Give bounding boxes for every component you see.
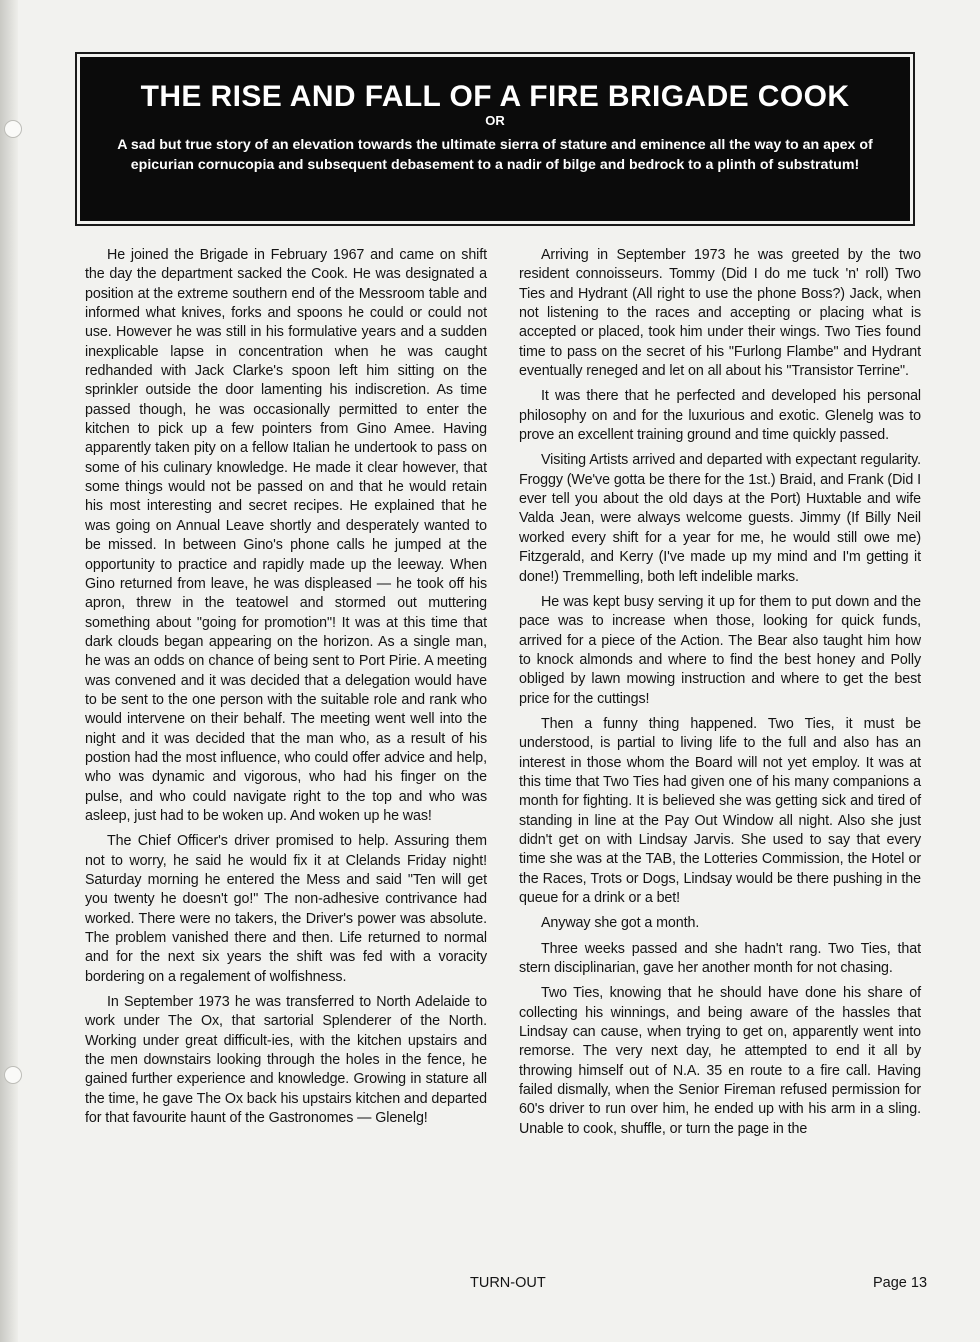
paragraph: In September 1973 he was transferred to North Adelaide to work under The Ox, that sartorial Splenderer of the North. Working under great difficult-ies, with the kitchen upstairs and the men downstairs looking through the holes in the fence, he gained further experience and knowledge. Growing in stature all the time, he gave The Ox back his upstairs kitchen and departed for that favourite haunt of the Gastronomes — Glenelg!: [85, 994, 487, 1127]
magazine-name: TURN-OUT: [470, 1275, 546, 1291]
paragraph: Anyway she got a month.: [541, 915, 700, 932]
article-subtitle: A sad but true story of an elevation towards the ultimate sierra of stature and eminence all the way to an apex of epicurian cornucopia and subsequent debasement to a nadir of bilge and bedrock to a plinth of substratum!: [117, 137, 873, 173]
punch-hole: [4, 120, 22, 138]
scan-binding-edge: [0, 0, 18, 1342]
paragraph: Visiting Artists arrived and departed with expectant regularity. Froggy (We've gotta be there for the 1st.) Braid, and Frank (Did I ever tell you about the old days at the Port) Huxtable and wife Valda Jean, were always welcome guests. Jimmy (If Billy Neil worked every shift for a year for me, he would still owe me) Fitzgerald, and Kerry (I've made up my mind and I'm getting it done!) Tremmelling, both left indelible marks.: [519, 452, 921, 585]
paragraph: The Chief Officer's driver promised to help. Assuring them not to worry, he said he would fix it at Clelands Friday night! Saturday morning he entered the Mess and said "Ten will get you twenty he doesn't go!" The non-adhesive contrivance had worked. There were no takers, the Driver's power was absolute. The problem vanished there and then. Life returned to normal and for the next six years the shift was fed with a voracity bordering on a regalement of wolfishness.: [85, 833, 487, 985]
paragraph: He was kept busy serving it up for them to put down and the pace was to increase when those, looking for quick funds, arrived for a piece of the Action. The Bear also taught him how to knock almonds and where to find the best honey and Polly obliged by lawn mowing instruction and where to get the best price for the cuttings!: [519, 593, 921, 707]
paragraph: It was there that he perfected and developed his personal philosophy on and for the luxurious and exotic. Glenelg was to prove an excellent training ground and time quickly passed.: [519, 388, 921, 444]
right-column: [519, 246, 921, 1145]
page-number: Page 13: [873, 1275, 928, 1291]
left-column: [85, 246, 487, 1134]
paragraph: Arriving in September 1973 he was greeted by the two resident connoisseurs. Tommy (Did I do me tuck 'n' roll) Two Ties and Hydrant (All right to use the phone Boss?) Jack, when not listening to the races and accepting or placing what is accepted or placed, took him under their wings. Two Ties found time to pass on the secret of his "Furlong Flambe" and Hydrant eventually reneged and let on all about his "Transistor Terrine".: [519, 247, 921, 380]
title-banner: [80, 57, 910, 221]
article-title: THE RISE AND FALL OF A FIRE BRIGADE COOK: [140, 80, 850, 113]
paragraph: He joined the Brigade in February 1967 and came on shift the day the department sacked the Cook. He was designated a position at the extreme southern end of the Messroom table and informed what knives, forks and spoons he could or could not use. However he was still in his formulative years and a sudden inexplicable lapse in concentration when he was caught redhanded with Jack Clarke's spoon left him sitting on the sprinkler outside the door lamenting his indiscretion. As time passed though, he was occasionally permitted to enter the kitchen to pick up a few pointers from Gino Amee. Having apparently taken pity on a fellow Italian he undertook to pass on some of his culinary knowledge. He made it clear however, that some things would not be passed on and that he would retain his most interesting and secret recipes. He explained that he was going on Annual Leave shortly and desperately wanted to be missed. In between Gino's phone calls he jumped at the opportunity to practice and rapidly made up the leeway. When Gino returned from leave, he was displeased — he took off his apron, threw in the teatowel and stormed out muttering something about "going for promotion"! It was at this time that dark clouds began appearing on the horizon. As a single man, he was an odds on chance of being sent to Port Pirie. A meeting was convened and it was decided that a delegation would have to be sent to the one person with the suitable role and rank who would intervene on their behalf. The meeting went well into the night and it was decided that the man who, as a result of his postion had the most influence, who could offer advice and help, who was dynamic and vigorous, who had his finger on the pulse, and who could navigate right to the top and who was asleep, just had to be woken up. And woken up he was!: [85, 247, 487, 824]
title-or: OR: [485, 113, 505, 128]
paragraph: Then a funny thing happened. Two Ties, it must be understood, is partial to living life to the full and also has an interest in those whom the Board will not yet employ. It was at this time that Two Ties had given one of his many companions a month for fighting. It is believed she was getting sick and tired of standing in line at the Pay Out Window all night. Also she just didn't get on with Lindsay Jarvis. She used to say that every time she was at the TAB, the Lotteries Commission, the Hotel or the Races, Trots or Dogs, Lindsay would be there pushing in the queue for a drink or a bet!: [519, 715, 921, 906]
paragraph: Three weeks passed and she hadn't rang. Two Ties, that stern disciplinarian, gave her another month for not chasing.: [519, 940, 921, 977]
punch-hole: [4, 1066, 22, 1084]
paragraph: Two Ties, knowing that he should have done his share of collecting his winnings, and being aware of the hassles that Lindsay can cause, when trying to get on, apparently went into remorse. The very next day, he attempted to end it all by throwing himself out of N.A. 35 en route to a fire call. Having failed dismally, when the Senior Fireman refused permission for 60's driver to run over him, he ended up with his arm in a sling. Unable to cook, shuffle, or turn the page in the: [519, 985, 921, 1137]
